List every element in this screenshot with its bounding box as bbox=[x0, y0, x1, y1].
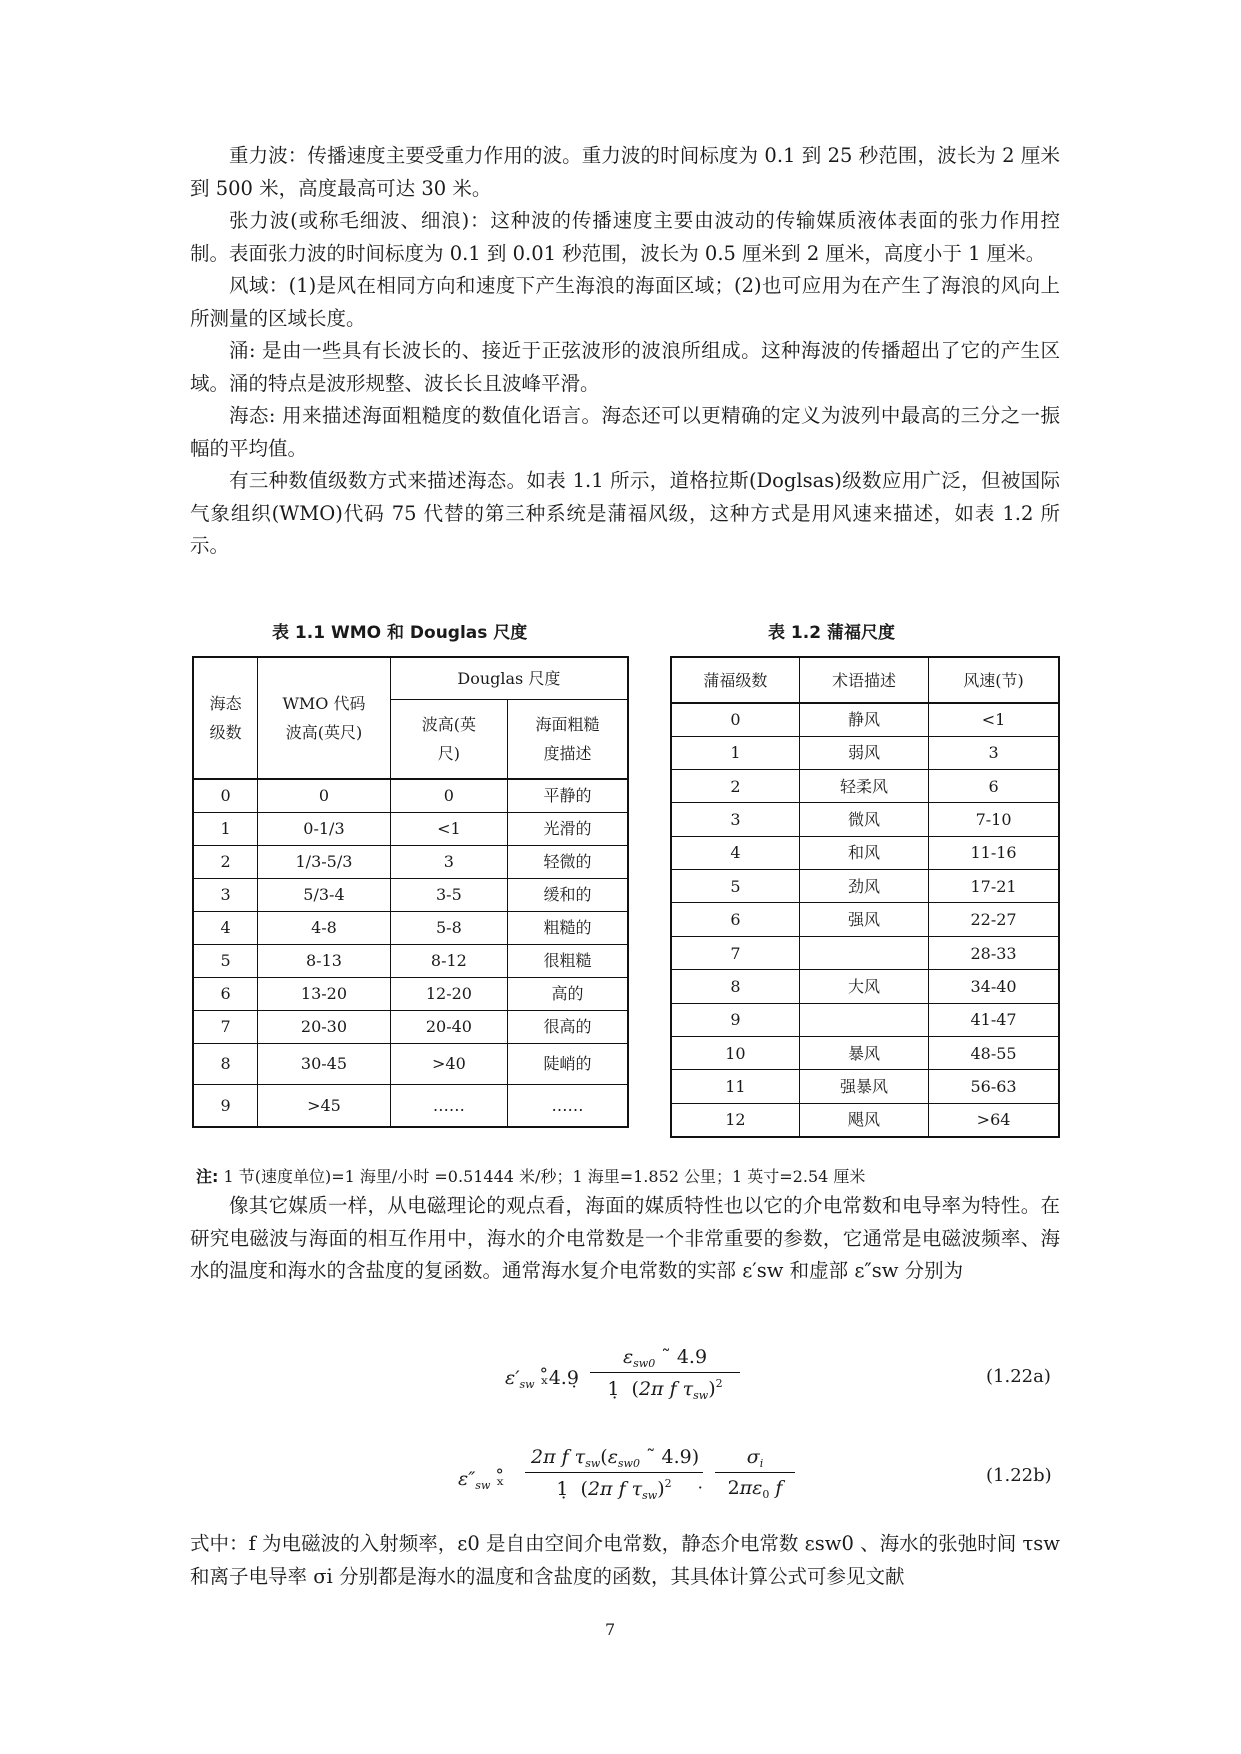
paragraph-swell: 涌: 是由一些具有长波长的、接近于正弦波形的波浪所组成。这种海波的传播超出了它的产生区域。涌的特点是波形规整、波长长且波峰平滑。 bbox=[190, 339, 1060, 395]
table-row bbox=[193, 812, 628, 845]
table-cell: 5 bbox=[193, 944, 258, 977]
table2-body bbox=[671, 703, 1059, 1137]
table-row bbox=[671, 703, 1059, 736]
eq2-lhs: $\varepsilon''_{sw}$ ₓ̊ bbox=[458, 1468, 505, 1492]
table-cell: 强风 bbox=[799, 903, 928, 936]
table-cell: 22-27 bbox=[929, 903, 1059, 936]
table-row bbox=[193, 1084, 628, 1127]
table-row bbox=[193, 911, 628, 944]
table-cell: >64 bbox=[929, 1103, 1059, 1136]
table-row bbox=[671, 903, 1059, 936]
table-cell: 8-12 bbox=[390, 944, 507, 977]
table-cell: 1/3-5/3 bbox=[258, 845, 390, 878]
table-cell: 56-63 bbox=[929, 1070, 1059, 1103]
table-wmo-douglas bbox=[192, 656, 629, 1128]
header-wmo-wave: WMO 代码波高(英尺) bbox=[258, 657, 390, 779]
table-cell: 34-40 bbox=[929, 970, 1059, 1003]
paragraph-sea-state: 海态: 用来描述海面粗糙度的数值化语言。海态还可以更精确的定义为波列中最高的三分之一振幅的平均值。 bbox=[190, 404, 1060, 460]
table-cell: 4 bbox=[671, 836, 799, 869]
table-row bbox=[193, 845, 628, 878]
paragraph-fetch: 风域：(1)是风在相同方向和速度下产生海浪的海面区域；(2)也可应用为在产生了海浪的风向上所测量的区域长度。 bbox=[190, 274, 1060, 330]
paragraph-dielectric: 像其它媒质一样，从电磁理论的观点看，海面的媒质特性也以它的介电常数和电导率为特性。在研究电磁波与海面的相互作用中，海水的介电常数是一个非常重要的参数，它通常是电磁波频率、海水的温度和海水的含盐度的复函数。通常海水复介电常数的实部 ε′sw 和虚部 ε″sw 分别为 bbox=[190, 1194, 1060, 1282]
table-cell: 3 bbox=[671, 803, 799, 836]
paragraph-where: 式中：f 为电磁波的入射频率，ε0 是自由空间介电常数，静态介电常数 εsw0 、海水的张弛时间 τsw 和离子电导率 σi 分别都是海水的温度和含盐度的函数，其具体计算公式可参见文献 bbox=[190, 1532, 1060, 1588]
table-cell: 5/3-4 bbox=[258, 878, 390, 911]
body-section-2 bbox=[190, 1190, 1060, 1288]
table-cell: 41-47 bbox=[929, 1003, 1059, 1036]
table-cell: 7 bbox=[671, 936, 799, 969]
table-cell: 0 bbox=[671, 703, 799, 736]
table-row bbox=[193, 779, 628, 812]
table-row bbox=[671, 970, 1059, 1003]
table-cell: 陡峭的 bbox=[508, 1043, 628, 1084]
table-row bbox=[671, 1003, 1059, 1036]
note-text: 1 节(速度单位)=1 海里/小时 =0.51444 米/秒；1 海里=1.852 公里；1 英寸=2.54 厘米 bbox=[223, 1167, 866, 1186]
table-cell: 13-20 bbox=[258, 977, 390, 1010]
table-cell: 3 bbox=[193, 878, 258, 911]
table-cell: 轻微的 bbox=[508, 845, 628, 878]
table-cell: 3 bbox=[390, 845, 507, 878]
table-row bbox=[193, 1010, 628, 1043]
table-cell: 0 bbox=[193, 779, 258, 812]
table-cell: 飓风 bbox=[799, 1103, 928, 1136]
header-douglas: Douglas 尺度 bbox=[390, 657, 628, 699]
table-cell: 5 bbox=[671, 870, 799, 903]
table-cell: 17-21 bbox=[929, 870, 1059, 903]
paragraph-scales: 有三种数值级数方式来描述海态。如表 1.1 所示，道格拉斯(Doglsas)级数应用广泛，但被国际气象组织(WMO)代码 75 代替的第三种系统是蒲福风级，这种方式是用风速来描述，如表 1.2 所示。 bbox=[190, 469, 1060, 557]
table-cell: …… bbox=[390, 1084, 507, 1127]
table-cell: 大风 bbox=[799, 970, 928, 1003]
table-beaufort bbox=[670, 656, 1060, 1138]
table-cell: 3 bbox=[929, 736, 1059, 769]
eq1-lhs: $\varepsilon'_{sw}$ ₓ̊4.9 bbox=[505, 1367, 579, 1391]
table-cell: 48-55 bbox=[929, 1037, 1059, 1070]
table-note bbox=[196, 1164, 1056, 1187]
table-cell: …… bbox=[508, 1084, 628, 1127]
table-cell: 3-5 bbox=[390, 878, 507, 911]
table-cell: 平静的 bbox=[508, 779, 628, 812]
table-cell: >40 bbox=[390, 1043, 507, 1084]
table-cell: 静风 bbox=[799, 703, 928, 736]
eq2-fraction-2: $\frac{\sigma_i}{2\pi\varepsilon_0 f}$ bbox=[715, 1446, 795, 1501]
table-cell: 11-16 bbox=[929, 836, 1059, 869]
table-row bbox=[193, 878, 628, 911]
table-cell: 1 bbox=[671, 736, 799, 769]
table-cell: 4-8 bbox=[258, 911, 390, 944]
paragraph-gravity-wave: 重力波：传播速度主要受重力作用的波。重力波的时间标度为 0.1 到 25 秒范围，波长为 2 厘米到 500 米，高度最高可达 30 米。 bbox=[190, 144, 1060, 200]
eq1-fraction: $\varepsilon_{sw0}$ ˜ 4.9 1̣ (2π f $\tau_{sw})^2$ bbox=[590, 1346, 740, 1402]
table-row bbox=[193, 977, 628, 1010]
table-cell: 4 bbox=[193, 911, 258, 944]
table-cell: >45 bbox=[258, 1084, 390, 1127]
table-row bbox=[671, 736, 1059, 769]
table-row bbox=[671, 870, 1059, 903]
table1-body bbox=[193, 779, 628, 1127]
table-cell: 30-45 bbox=[258, 1043, 390, 1084]
header-term: 术语描述 bbox=[799, 657, 928, 703]
table-cell: 7 bbox=[193, 1010, 258, 1043]
table-row bbox=[671, 803, 1059, 836]
table-cell: 很高的 bbox=[508, 1010, 628, 1043]
table-cell: 粗糙的 bbox=[508, 911, 628, 944]
table-cell: 微风 bbox=[799, 803, 928, 836]
table-cell: 8 bbox=[193, 1043, 258, 1084]
table-cell: 8 bbox=[671, 970, 799, 1003]
header-wind-speed: 风速(节) bbox=[929, 657, 1059, 703]
body-section-1 bbox=[190, 140, 1060, 563]
table-cell: 8-13 bbox=[258, 944, 390, 977]
table-cell bbox=[799, 1003, 928, 1036]
table-cell: 11 bbox=[671, 1070, 799, 1103]
table-cell: 光滑的 bbox=[508, 812, 628, 845]
table-cell: 9 bbox=[671, 1003, 799, 1036]
table1-caption: 表 1.1 WMO 和 Douglas 尺度 bbox=[272, 623, 528, 643]
header-surface-desc: 海面粗糙度描述 bbox=[508, 699, 628, 779]
table-cell: 6 bbox=[671, 903, 799, 936]
table-cell: 很粗糙 bbox=[508, 944, 628, 977]
header-beaufort-level: 蒲福级数 bbox=[671, 657, 799, 703]
table-row bbox=[671, 936, 1059, 969]
table-cell: 暴风 bbox=[799, 1037, 928, 1070]
table-row bbox=[671, 769, 1059, 802]
table-cell: 0-1/3 bbox=[258, 812, 390, 845]
table-cell: 6 bbox=[193, 977, 258, 1010]
table-cell: 2 bbox=[671, 769, 799, 802]
table-cell: 0 bbox=[390, 779, 507, 812]
table-cell: 7-10 bbox=[929, 803, 1059, 836]
table-cell: 28-33 bbox=[929, 936, 1059, 969]
table-cell: <1 bbox=[390, 812, 507, 845]
table-cell: 轻柔风 bbox=[799, 769, 928, 802]
table-row bbox=[671, 1070, 1059, 1103]
table-cell: 弱风 bbox=[799, 736, 928, 769]
table-cell: 12-20 bbox=[390, 977, 507, 1010]
table-cell: 和风 bbox=[799, 836, 928, 869]
body-section-3 bbox=[190, 1528, 1060, 1593]
table-cell: <1 bbox=[929, 703, 1059, 736]
table-cell: 缓和的 bbox=[508, 878, 628, 911]
table-cell: 劲风 bbox=[799, 870, 928, 903]
page-number: 7 bbox=[605, 1620, 616, 1639]
table-row bbox=[193, 944, 628, 977]
header-sea-state: 海态级数 bbox=[193, 657, 258, 779]
table-cell: 5-8 bbox=[390, 911, 507, 944]
table-cell: 高的 bbox=[508, 977, 628, 1010]
table-cell bbox=[799, 936, 928, 969]
eq2-number: (1.22b) bbox=[986, 1465, 1052, 1486]
paragraph-capillary-wave: 张力波(或称毛细波、细浪)：这种波的传播速度主要由波动的传输媒质液体表面的张力作用控制。表面张力波的时间标度为 0.1 到 0.01 秒范围，波长为 0.5 厘米到 2 厘米，高度小于 1 厘米。 bbox=[190, 209, 1060, 265]
table-cell: 20-30 bbox=[258, 1010, 390, 1043]
table-cell: 20-40 bbox=[390, 1010, 507, 1043]
table-row bbox=[193, 1043, 628, 1084]
table-cell: 强暴风 bbox=[799, 1070, 928, 1103]
table-row bbox=[671, 1103, 1059, 1136]
note-label: 注: bbox=[196, 1167, 219, 1186]
table-cell: 2 bbox=[193, 845, 258, 878]
eq1-number: (1.22a) bbox=[986, 1366, 1051, 1387]
table-cell: 12 bbox=[671, 1103, 799, 1136]
table-cell: 1 bbox=[193, 812, 258, 845]
table2-caption: 表 1.2 蒲福尺度 bbox=[768, 623, 895, 643]
table-cell: 9 bbox=[193, 1084, 258, 1127]
table-cell: 6 bbox=[929, 769, 1059, 802]
eq2-fraction-1: 2π f $\tau_{sw}(\varepsilon_{sw0}$ ˜ 4.9) 1̣ (2π f $\tau_{sw})^2$ bbox=[525, 1446, 703, 1502]
table-cell: 0 bbox=[258, 779, 390, 812]
table-row bbox=[671, 1037, 1059, 1070]
table-cell: 10 bbox=[671, 1037, 799, 1070]
table-row bbox=[671, 836, 1059, 869]
header-douglas-wave: 波高(英尺) bbox=[390, 699, 507, 779]
